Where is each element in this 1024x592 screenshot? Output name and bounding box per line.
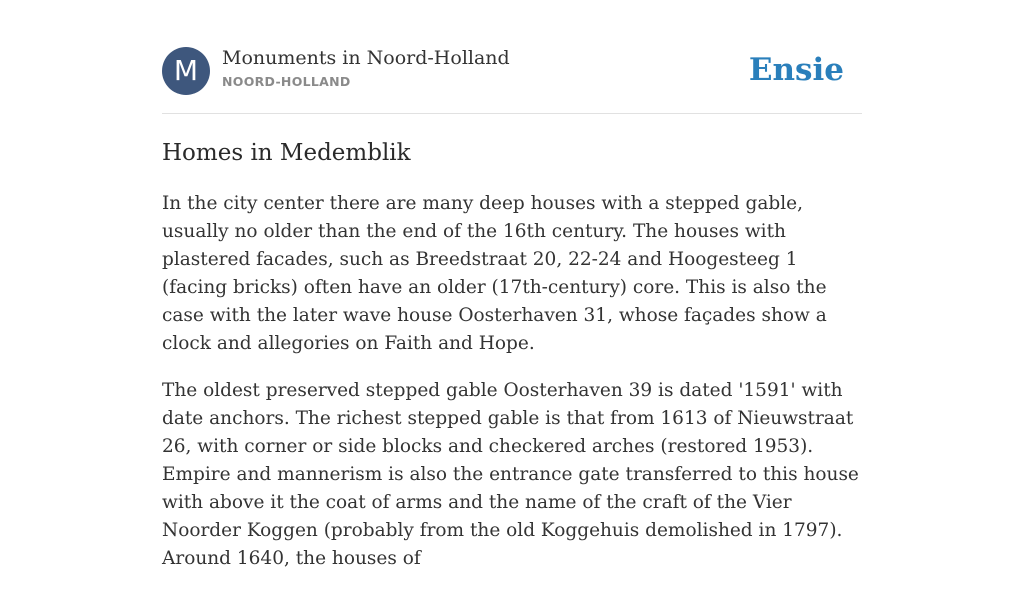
- avatar[interactable]: M: [162, 47, 210, 95]
- content-container: [162, 0, 862, 569]
- site-subtitle[interactable]: NOORD-HOLLAND: [222, 74, 351, 89]
- site-title[interactable]: Monuments in Noord-Holland: [222, 47, 510, 69]
- article-title: Homes in Medemblik: [162, 140, 411, 166]
- brand-logo[interactable]: Ensie: [748, 52, 844, 88]
- article-paragraph: In the city center there are many deep houses with a stepped gable, usually no older than the end of the 16th century. The houses with plastered facades, such as Breedstraat 20, 22-24 and Hoogesteeg 1 (facing bricks) often have an older (17th-century) core. This is also the case with the later wave house Oosterhaven 31, whose façades show a clock and allegories on Faith and Hope.: [162, 193, 827, 354]
- article-paragraph: The oldest preserved stepped gable Oosterhaven 39 is dated '1591' with date anchors. The richest stepped gable is that from 1613 of Nieuwstraat 26, with corner or side blocks and checkered arches (restored 1953). Empire and mannerism is also the entrance gate transferred to this house with above it the coat of arms and the name of the craft of the Vier Noorder Koggen (probably from the old Koggehuis demolished in 1797). Around 1640, the houses of: [162, 380, 859, 569]
- article-body: [162, 190, 862, 592]
- header: [162, 0, 862, 114]
